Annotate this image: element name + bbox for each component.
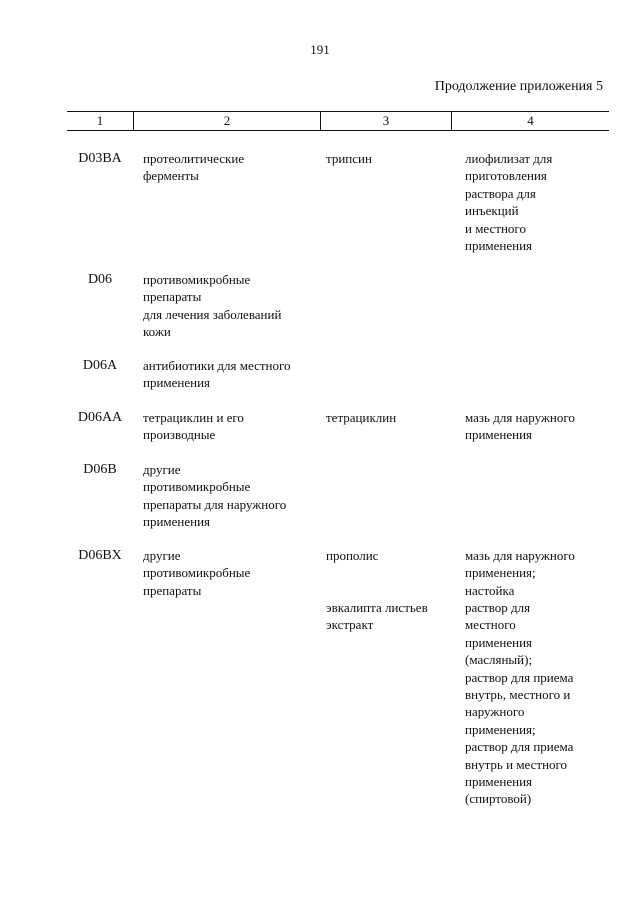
atc-code: D06BX	[78, 548, 122, 563]
pharmacological-group: антибиотики для местного применения	[143, 358, 291, 391]
column-header-2: 2	[223, 113, 231, 128]
active-substance: прополис	[326, 548, 379, 563]
pharmacological-group: тетрациклин и его производные	[143, 410, 244, 443]
dosage-form: раствор для местного применения (масляный); раствор для приема внутрь, местного и наружного применения; раствор для приема внутрь и местного применения (спиртовой)	[465, 600, 574, 807]
atc-code: D06A	[82, 358, 118, 373]
atc-code: D06	[87, 272, 113, 287]
column-header-4: 4	[527, 113, 534, 128]
page-number: 191	[310, 42, 330, 57]
dosage-form: лиофилизат для приготовления раствора для инъекций и местного применения	[465, 151, 553, 254]
active-substance: тетрациклин	[326, 410, 397, 425]
active-substance: трипсин	[326, 151, 372, 166]
pharmacological-group: противомикробные препараты для лечения заболеваний кожи	[143, 272, 282, 340]
atc-code: D06AA	[77, 410, 123, 425]
pharmacological-group: протеолитические ферменты	[143, 151, 245, 184]
pharmacological-group: другие противомикробные препараты	[143, 548, 251, 598]
atc-code: D06B	[83, 462, 117, 477]
column-header-1: 1	[96, 113, 104, 128]
dosage-form: мазь для наружного применения	[465, 410, 575, 443]
continuation-heading: Продолжение приложения 5	[434, 79, 603, 94]
table-header	[67, 111, 609, 131]
column-header-3: 3	[382, 113, 390, 128]
pharmacological-group: другие противомикробные препараты для наружного применения	[143, 462, 287, 530]
dosage-form: мазь для наружного применения; настойка	[465, 548, 575, 598]
active-substance: эвкалипта листьев экстракт	[326, 600, 428, 633]
atc-code: D03BA	[78, 151, 122, 166]
